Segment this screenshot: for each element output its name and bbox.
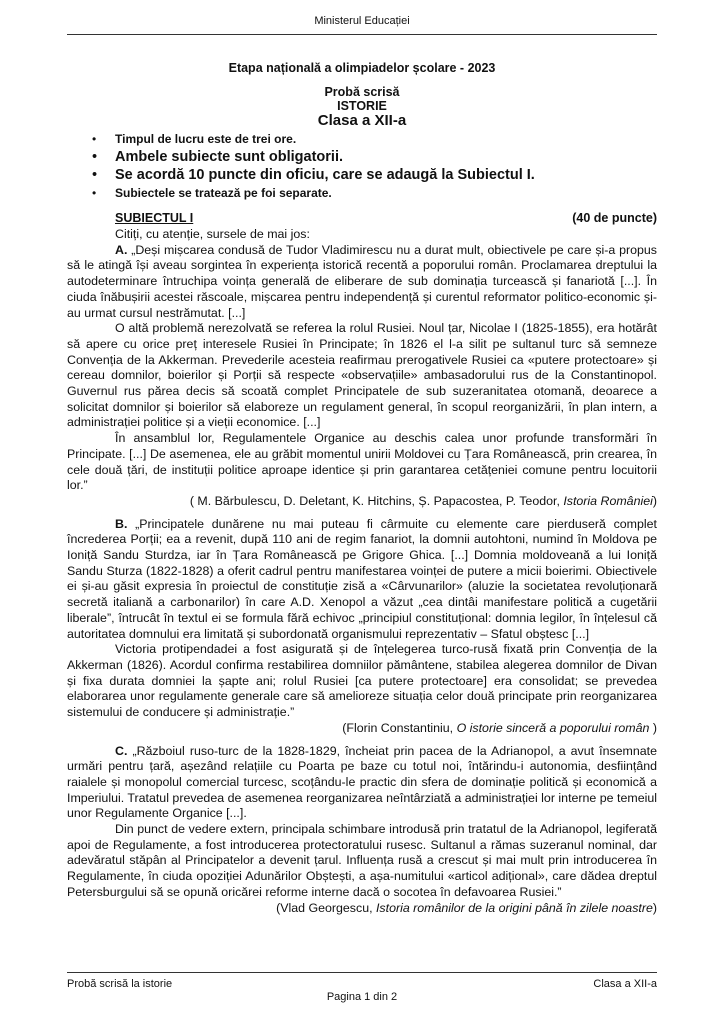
source-a-paragraph [67, 243, 657, 322]
source-b-citation [67, 721, 657, 737]
section-heading [115, 211, 657, 225]
source-a-paragraph: În ansamblul lor, Regulamentele Organice au deschis calea unor profunde transformări în Principate. [...] De asemenea, ele au grăbit momentul unirii Moldovei cu Țara Românească, prin crearea, în cele două țări, de instituții politice aproape identice și prin garantarea cetățeniei comune pentru locuitorii lor.” [67, 431, 657, 493]
footer-exam-label: Probă scrisă la istorie [67, 978, 173, 990]
rule-item: • Se acordă 10 puncte din oficiu, care se adaugă la Subiectul I. [92, 166, 652, 184]
source-b-citation-end: ) [649, 720, 657, 735]
source-b-paragraph: Victoria protipendadei a fost asigurată și de înțelegerea turco-rusă fixată prin Convenția de la Akkerman (1826). Acordul confirma restabilirea domniilor pământene, stabilea alegerea domnilor de Divan și fixa durata domniei la șapte ani; rolul Rusiei [ca putere protectoare] era consolidat; se prevedea elaborarea unor regulamente generale care să amelioreze situația celor două principate prin reorganizarea sistemului de conducere și administrație.” [67, 642, 657, 720]
source-c-citation-end: ) [652, 900, 657, 915]
source-a-citation-end: ) [652, 493, 657, 508]
page-number: Pagina 1 din 2 [326, 991, 398, 1003]
footer-class-label: Clasa a XII-a [593, 978, 657, 990]
exam-rules-list [92, 130, 652, 202]
source-a-authors: ( M. Bărbulescu, D. Deletant, K. Hitchins, Ș. Papacostea, P. Teodor, [189, 493, 564, 508]
source-c-label: C. [115, 743, 128, 758]
source-c-paragraph: Din punct de vedere extern, principala schimbare introdusă prin tratatul de la Adrianopol, legiferată apoi de Regulamente, a fost introducerea protectoratului rusesc. Sultanul a rămas suzeranul nominal, dar adevăratul stăpân al Principatelor a devenit țarul. Influența rusă a crescut și mai mult prin introducerea în Regulamente, în ciuda opoziției Adunărilor Obștești, a așa-numitului «articol adițional», care dădea dreptul Petersburgului să se opună oricărei reforme interne dacă o socotea în defavoarea Rusiei.” [67, 822, 657, 899]
source-c-book-title: Istoria românilor de la origini până în zilele noastre [375, 900, 653, 915]
source-a-citation [67, 494, 657, 510]
source-a-paragraph: O altă problemă nerezolvată se referea la rolul Rusiei. Noul țar, Nicolae I (1825-1855), era hotărât să apere cu orice preț interesele Rusiei în Principate; în 1826 el l-a silit pe sultanul turc să semneze Convenția de la Akkerman. Prevederile acesteia reafirmau prerogativele Rusiei ca «putere protectoare» și cereau domnilor, boierilor și Porții să respecte «observațiile» ambasadorului rus de la Constantinopol. Guvernul rus părea decis să scoată complet Principatele de sub suzeranitatea otomană, deoarece a solicitat domnilor și boierilor să elaboreze un regulament general, în scopul reorganizării, în plan intern, a administrației politice și a vieții economice. [...] [67, 321, 657, 430]
header-divider [67, 34, 657, 35]
source-b-paragraph [67, 517, 657, 643]
source-c-authors: (Vlad Georgescu, [276, 900, 376, 915]
section-title: SUBIECTUL I [115, 211, 194, 225]
rule-item: • Ambele subiecte sunt obligatorii. [92, 148, 652, 166]
source-b-label: B. [115, 516, 128, 531]
rule-item: • Subiectele se tratează pe foi separate. [92, 184, 652, 202]
source-b-text-1: „Principatele dunărene nu mai puteau fi cârmuite cu elemente care pierduseră complet încrederea Porții; ea a revenit, după 110 ani de regim fanariot, la domnii autohtoni, numind în Moldova pe Ioniță Sandu Sturdza, iar în Țara Românească pe Grigore Ghica. [...] Domnia moldoveană a lui Ioniță Sandu Sturza (1822-1828) a oferit cadrul pentru manifestarea voinței de putere a micii boierimi. Obiectivele ei și-au găsit expresia în proiectul de constituție zisă a «Cârvunarilor» (aluzie la societatea revoluționară secretă italiană a carbonarilor) în care A.D. Xenopol a văzut „cea dintâi manifestare politică a cugetării liberale”, întrucât în textul ei se formula fără echivoc „principiul constituțional: domnia legilor, în înțelesul că autoritatea domnului era limitată și subordonată organismului reprezentativ – Sfatul obștesc [...] [67, 516, 657, 641]
source-c-paragraph [67, 744, 657, 823]
class-level: Clasa a XII-a [317, 112, 407, 129]
exam-type: Probă scrisă [324, 85, 400, 99]
section-points: (40 de puncte) [572, 211, 657, 225]
rule-item: • Timpul de lucru este de trei ore. [92, 130, 652, 148]
footer-divider [67, 972, 657, 973]
source-a-label: A. [115, 242, 128, 257]
source-a-text-1: „Deși mișcarea condusă de Tudor Vladimirescu nu a durat mult, obiectivele pe care și-a propus să le atingă își aveau sorgintea în experiența istorică recentă a poporului român. Proclamarea dreptului la autodeterminare întruchipa voința generală de eliberare de sub dominația turcească și fanariotă [...]. În ciuda înăbușirii acestei răscoale, mișcarea pentru independență și curentul reformator politico-economic și-au urmat cursul nestrămutat. [...] [67, 242, 657, 320]
olympiad-title: Etapa națională a olimpiadelor școlare - 2023 [228, 61, 496, 75]
exam-subject: ISTORIE [337, 99, 387, 113]
source-a-book-title: Istoria României [563, 493, 653, 508]
source-c-text-1: „Războiul ruso-turc de la 1828-1829, încheiat prin pacea de la Adrianopol, a avut însemnate urmări pentru țară, așezând relațiile cu Poarta pe baze cu totul noi, întărindu-i autonomia, desființând raialele și monopolul comercial turcesc, scoțându-le practic din sfera de dominație politică și economică a Imperiului. Tratatul prevedea de asemenea reorganizarea neîntârziată a administrației lor interne pe temeiul unor Regulamente Organice [...]. [67, 743, 657, 821]
sources-body [67, 227, 657, 923]
source-b-authors: (Florin Constantiniu, [342, 720, 457, 735]
ministry-header: Ministerul Educației [314, 15, 410, 27]
source-b-book-title: O istorie sinceră a poporului român [456, 720, 650, 735]
section-intro: Citiți, cu atenție, sursele de mai jos: [115, 227, 310, 241]
source-c-citation [67, 901, 657, 917]
